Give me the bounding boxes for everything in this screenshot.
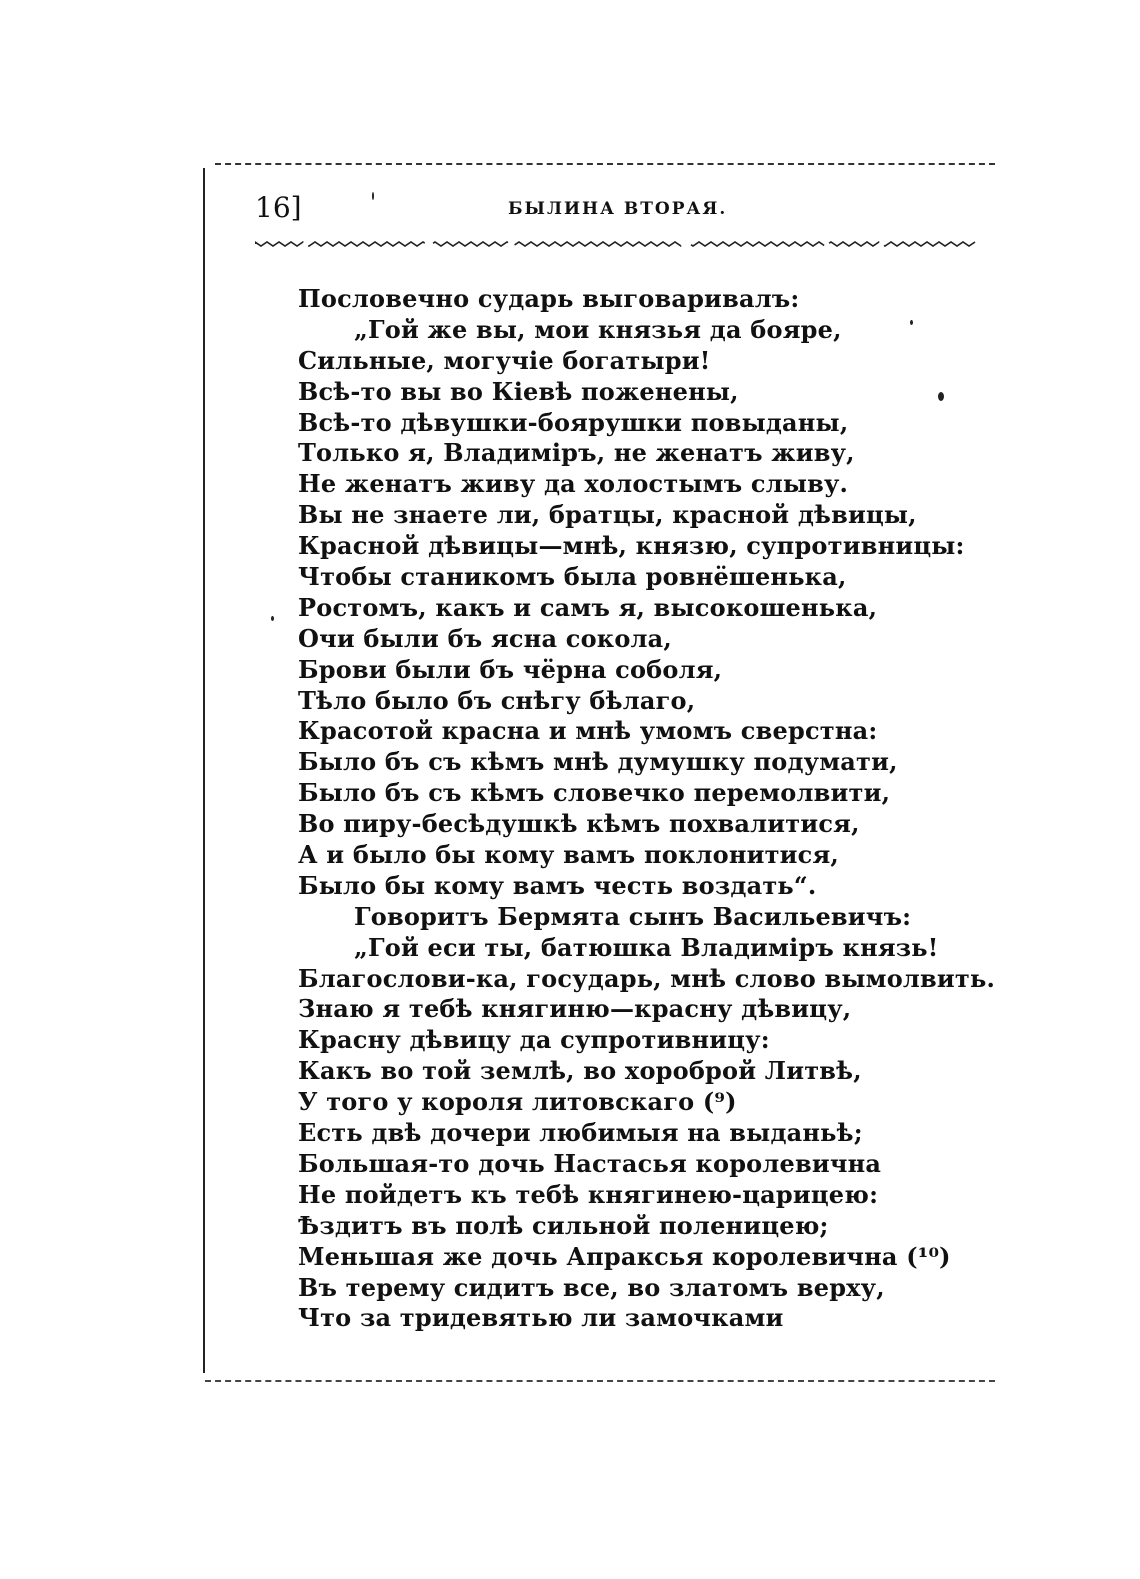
poem-line: А и было бы кому вамъ поклонитися, — [298, 840, 839, 870]
poem-line: Было бы кому вамъ честь воздать“. — [298, 870, 817, 900]
poem-line: Въ терему сидитъ все, во златомъ верху, — [298, 1272, 885, 1302]
poem-line: Красну дѣвицу да супротивницу: — [298, 1025, 770, 1055]
poem-line: Только я, Владимiръ, не женатъ живу, — [298, 438, 855, 468]
poem-line: Чтобы станикомъ была ровнёшенька, — [298, 562, 847, 592]
poem-line: Вы не знаете ли, братцы, красной дѣвицы, — [298, 500, 917, 530]
poem-line: Говоритъ Бермята сынъ Васильевичъ: — [354, 901, 912, 931]
poem-line: У того у короля литовскаго (⁹) — [298, 1087, 737, 1117]
poem-line: Не женатъ живу да холостымъ слыву. — [298, 469, 849, 499]
scan-speck — [372, 192, 374, 200]
scan-frame-top-edge — [215, 163, 995, 165]
chapter-title: БЫЛИНА ВТОРАЯ. — [508, 199, 728, 219]
scan-frame-left-edge — [203, 168, 205, 1373]
poem-line: Есть двѣ дочери любимыя на выданьѣ; — [298, 1118, 863, 1148]
running-head — [255, 188, 975, 228]
poem-line: Во пиру-бесѣдушкѣ кѣмъ похвалитися, — [298, 809, 860, 839]
poem-line: Всѣ-то дѣвушки-боярушки повыданы, — [298, 407, 849, 437]
page-number: 16] — [255, 191, 302, 224]
poem-line: Ѣздитъ въ полѣ сильной поленицею; — [298, 1210, 829, 1240]
scan-speck — [271, 616, 274, 621]
poem-line: Было бъ съ кѣмъ мнѣ думушку подумати, — [298, 747, 898, 777]
poem-line: Знаю я тебѣ княгиню—красну дѣвицу, — [298, 994, 852, 1024]
poem-line: Большая-то дочь Настасья королевична — [298, 1148, 882, 1178]
poem-line: Тѣло было бъ снѣгу бѣлаго, — [298, 685, 696, 715]
poem-line: Меньшая же дочь Апраксья королевична (¹⁰) — [298, 1241, 951, 1271]
poem-line: Очи были бъ ясна сокола, — [298, 623, 672, 653]
scan-frame-bottom-edge — [205, 1380, 995, 1382]
poem-line: Какъ во той землѣ, во хороброй Литвѣ, — [298, 1056, 862, 1086]
poem-line: „Гой еси ты, батюшка Владимiръ князь! — [354, 932, 939, 962]
poem-line: Пословечно сударь выговаривалъ: — [298, 284, 800, 313]
poem-line: Благослови-ка, государь, мнѣ слово вымолвить. — [298, 963, 996, 993]
poem-line: Красотой красна и мнѣ умомъ сверстна: — [298, 716, 878, 746]
poem-text — [298, 284, 996, 1334]
poem-line: Красной дѣвицы—мнѣ, князю, супротивницы: — [298, 531, 965, 561]
poem-line: Всѣ-то вы во Кiевѣ поженены, — [298, 376, 739, 406]
poem-line: Не пойдетъ къ тебѣ княгинею-царицею: — [298, 1179, 879, 1209]
ornamental-wavy-rule — [255, 238, 980, 250]
scan-speck — [910, 320, 913, 325]
scan-speck — [938, 392, 944, 401]
poem-line: „Гой же вы, мои князья да бояре, — [354, 314, 842, 344]
poem-line: Было бъ съ кѣмъ словечко перемолвити, — [298, 778, 891, 808]
poem-line: Что за тридевятью ли замочками — [298, 1303, 784, 1333]
poem-line: Ростомъ, какъ и самъ я, высокошенька, — [298, 592, 878, 622]
poem-line: Сильные, могучiе богатыри! — [298, 345, 711, 375]
poem-line: Брови были бъ чёрна соболя, — [298, 654, 723, 684]
